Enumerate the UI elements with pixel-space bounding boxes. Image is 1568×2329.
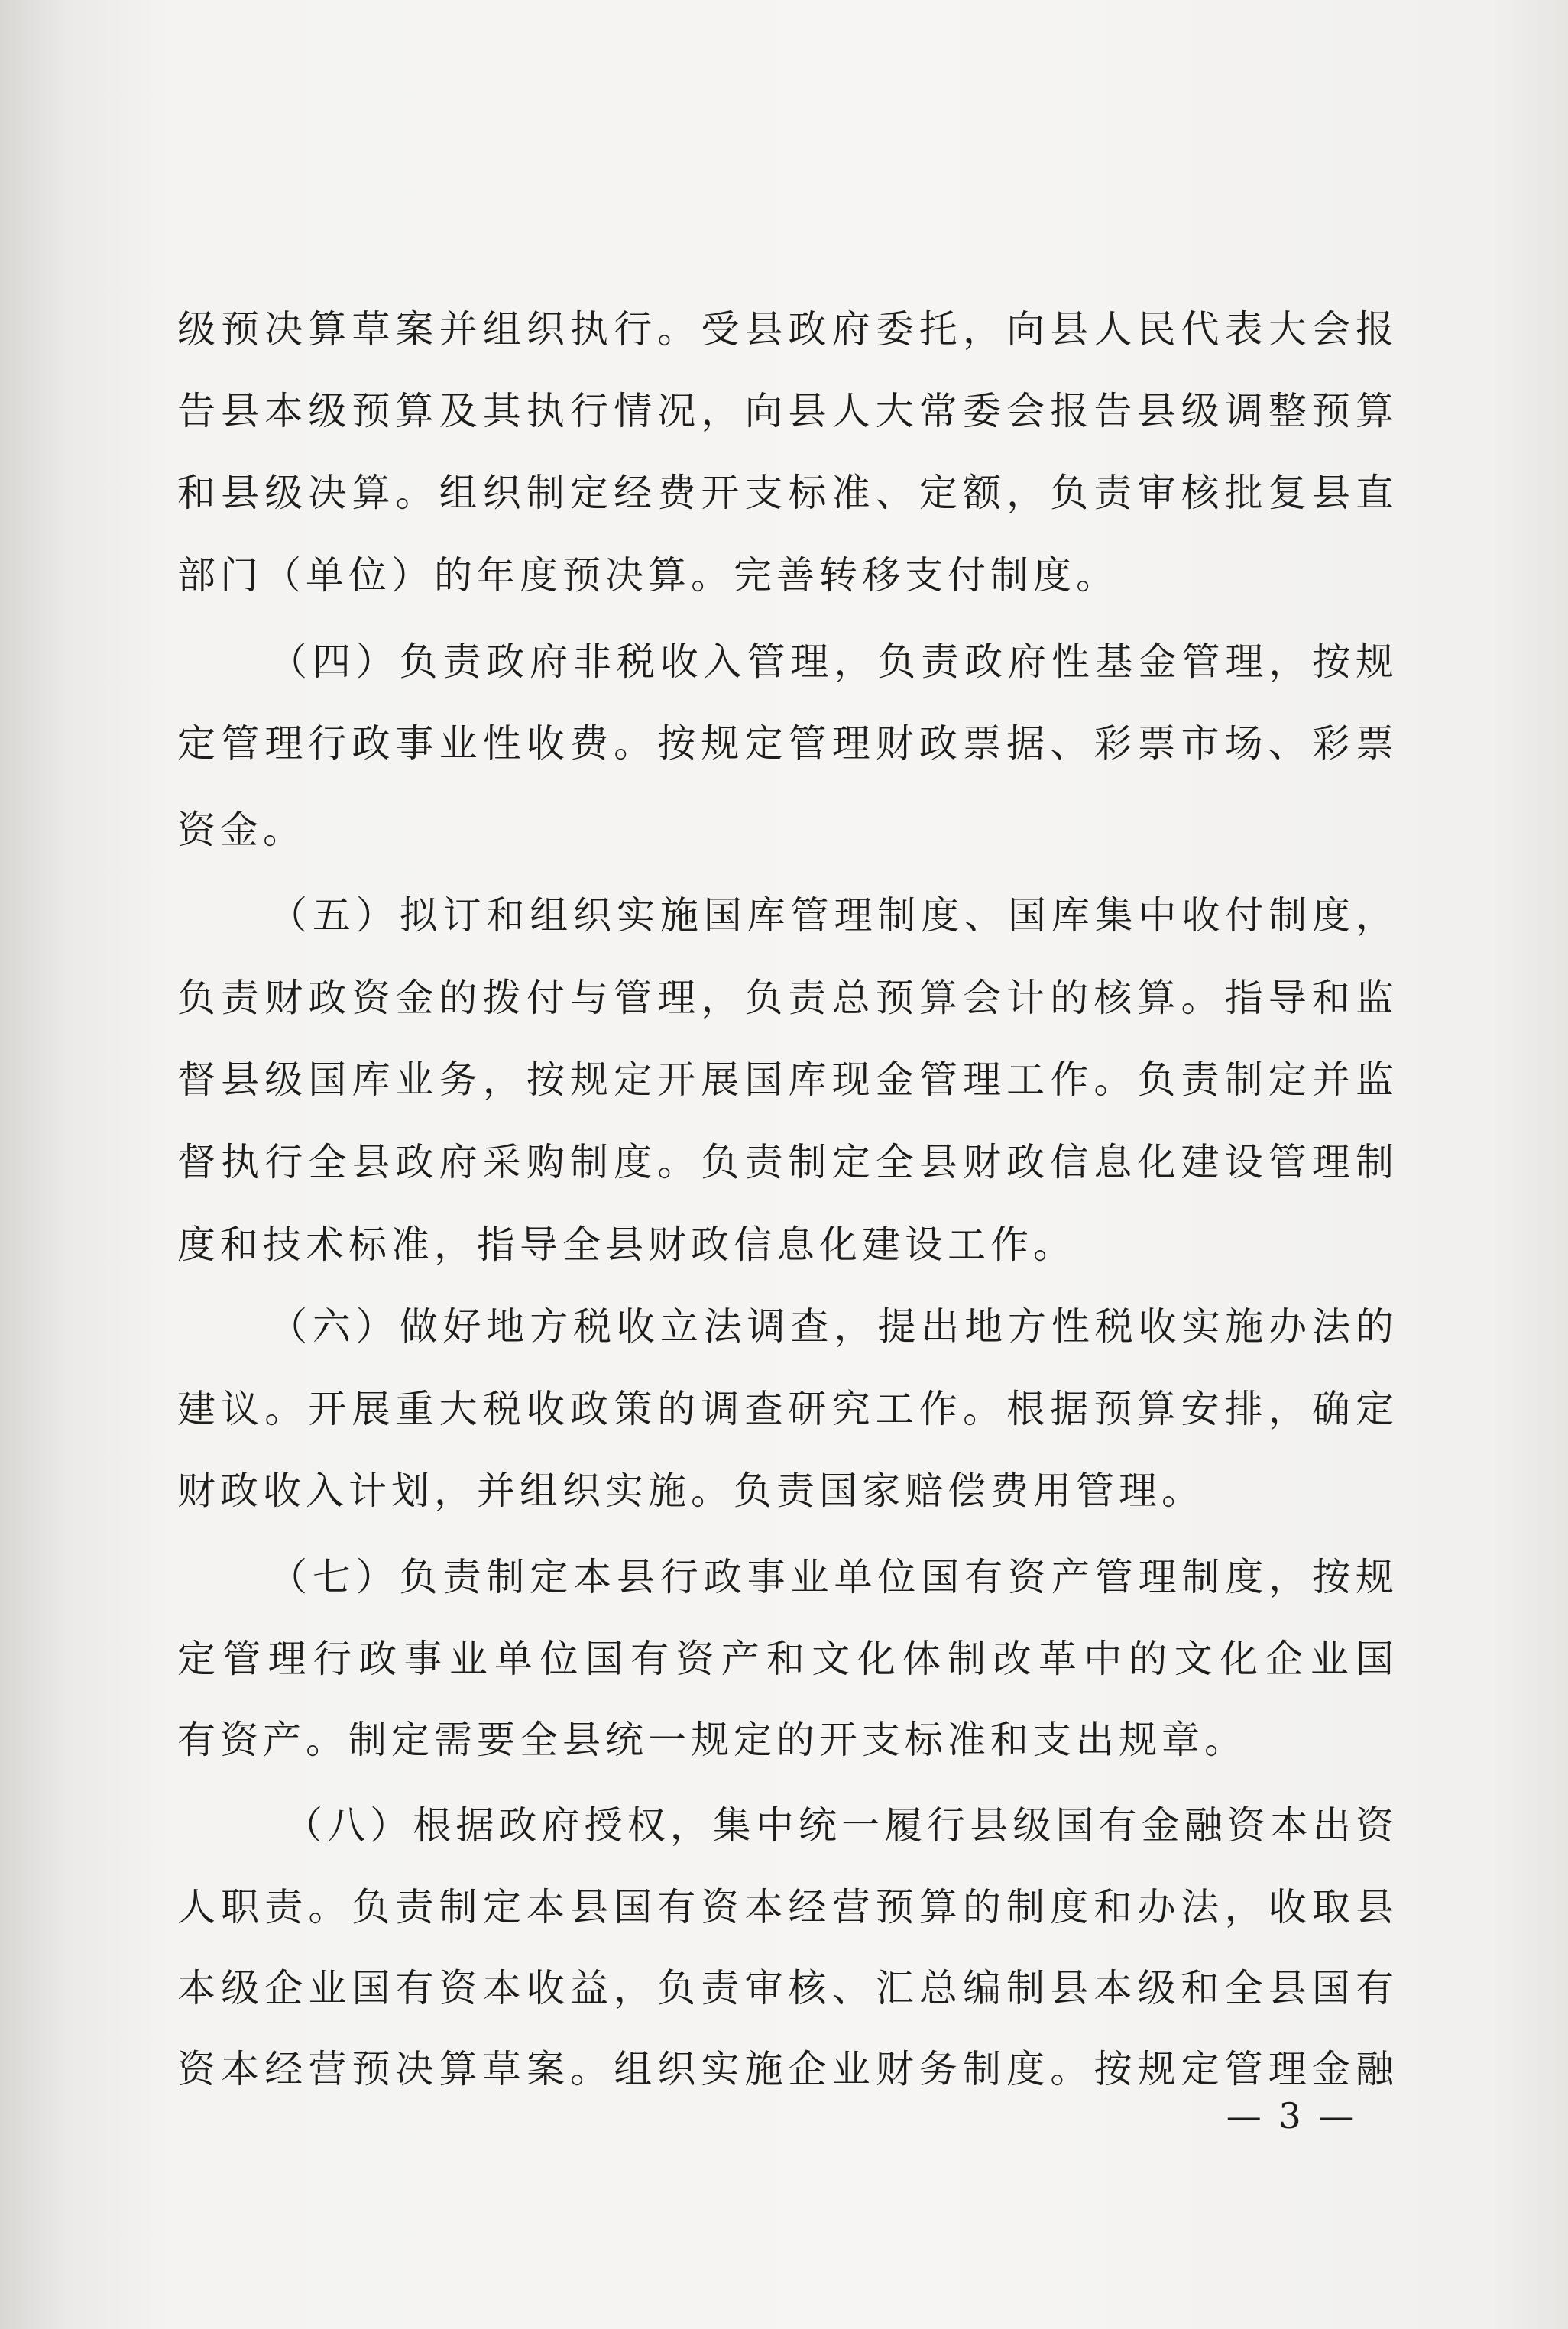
paragraph-first-line: （七）负责制定本县行政事业单位国有资产管理制度，按规 xyxy=(269,1555,1394,1599)
text-line: 和县级决算。组织制定经费开支标准、定额，负责审核批复县直 xyxy=(177,471,1394,515)
page-number: — 3 — xyxy=(1226,2095,1357,2136)
paragraph-first-line: （八）根据政府授权，集中统一履行县级国有金融资本出资 xyxy=(284,1803,1394,1848)
text-line: 度和技术标准，指导全县财政信息化建设工作。 xyxy=(177,1223,1076,1267)
text-line: 人职责。负责制定本县国有资本经营预算的制度和办法，收取县 xyxy=(177,1885,1394,1929)
text-line: 定管理行政事业单位国有资产和文化体制改革中的文化企业国 xyxy=(177,1637,1394,1681)
text-line: 资金。 xyxy=(177,808,306,852)
text-line: 督县级国库业务，按规定开展国库现金管理工作。负责制定并监 xyxy=(177,1058,1394,1102)
text-line: 有资产。制定需要全县统一规定的开支标准和支出规章。 xyxy=(177,1718,1247,1762)
text-line: 负责财政资金的拨付与管理，负责总预算会计的核算。指导和监 xyxy=(177,976,1394,1020)
text-line: 部门（单位）的年度预决算。完善转移支付制度。 xyxy=(177,553,1119,598)
paragraph-first-line: （五）拟订和组织实施国库管理制度、国库集中收付制度， xyxy=(269,893,1394,938)
text-line: 定管理行政事业性收费。按规定管理财政票据、彩票市场、彩票 xyxy=(177,721,1394,766)
text-line: 建议。开展重大税收政策的调查研究工作。根据预算安排，确定 xyxy=(177,1387,1394,1431)
text-line: 督执行全县政府采购制度。负责制定全县财政信息化建设管理制 xyxy=(177,1140,1394,1184)
text-line: 财政收入计划，并组织实施。负责国家赔偿费用管理。 xyxy=(177,1469,1204,1513)
text-line: 告县本级预算及其执行情况，向县人大常委会报告县级调整预算 xyxy=(177,389,1394,433)
text-line: 本级企业国有资本收益，负责审核、汇总编制县本级和全县国有 xyxy=(177,1966,1394,2010)
paragraph-first-line: （六）做好地方税收立法调查，提出地方性税收实施办法的 xyxy=(269,1304,1394,1349)
text-line: 级预决算草案并组织执行。受县政府委托，向县人民代表大会报 xyxy=(177,307,1394,351)
paragraph-first-line: （四）负责政府非税收入管理，负责政府性基金管理，按规 xyxy=(269,640,1394,684)
text-line: 资本经营预决算草案。组织实施企业财务制度。按规定管理金融 xyxy=(177,2047,1394,2091)
